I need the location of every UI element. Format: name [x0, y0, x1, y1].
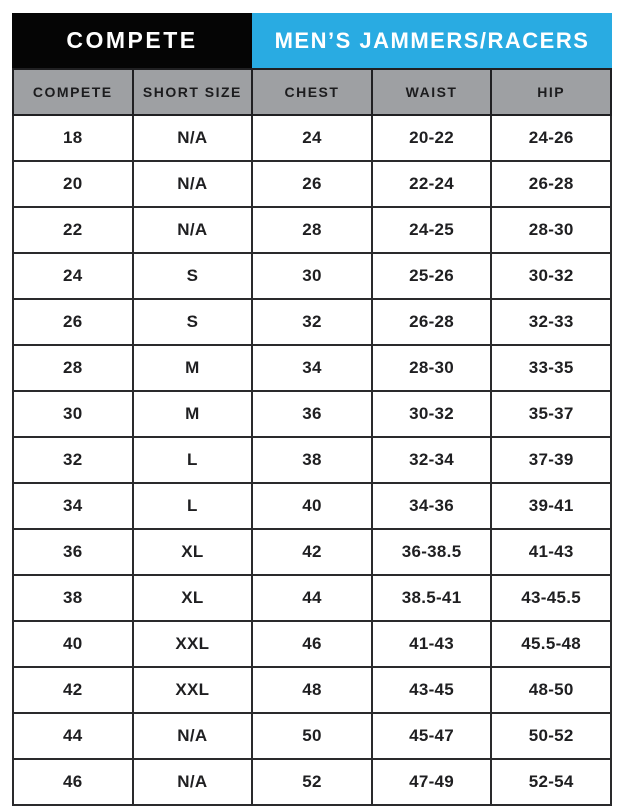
table-cell: 26-28: [491, 161, 611, 207]
table-cell: S: [133, 253, 253, 299]
table-cell: 24: [252, 115, 372, 161]
table-cell: 48: [252, 667, 372, 713]
table-cell: 26: [13, 299, 133, 345]
table-cell: 30: [252, 253, 372, 299]
size-table-body: [13, 115, 611, 805]
table-cell: 38: [13, 575, 133, 621]
table-row: [13, 437, 611, 483]
table-cell: 36: [13, 529, 133, 575]
column-header-row: [13, 69, 611, 115]
table-cell: 25-26: [372, 253, 492, 299]
table-cell: 42: [13, 667, 133, 713]
table-cell: 34: [252, 345, 372, 391]
table-row: [13, 621, 611, 667]
table-cell: 20: [13, 161, 133, 207]
table-cell: 47-49: [372, 759, 492, 805]
table-row: [13, 667, 611, 713]
table-cell: 35-37: [491, 391, 611, 437]
table-cell: 36: [252, 391, 372, 437]
table-cell: 24: [13, 253, 133, 299]
table-cell: 48-50: [491, 667, 611, 713]
table-cell: 45.5-48: [491, 621, 611, 667]
table-cell: 22-24: [372, 161, 492, 207]
brand-header: COMPETE: [12, 13, 252, 68]
table-row: [13, 575, 611, 621]
table-cell: 32: [13, 437, 133, 483]
column-header: COMPETE: [13, 69, 133, 115]
category-header: MEN’S JAMMERS/RACERS: [252, 13, 612, 68]
chart-title-bar: [12, 13, 612, 68]
table-cell: 37-39: [491, 437, 611, 483]
table-cell: 28-30: [491, 207, 611, 253]
table-cell: 32: [252, 299, 372, 345]
table-cell: 24-25: [372, 207, 492, 253]
table-cell: 33-35: [491, 345, 611, 391]
table-cell: L: [133, 483, 253, 529]
table-cell: 26: [252, 161, 372, 207]
table-cell: L: [133, 437, 253, 483]
table-cell: 34-36: [372, 483, 492, 529]
table-cell: 43-45: [372, 667, 492, 713]
table-row: [13, 115, 611, 161]
table-cell: 24-26: [491, 115, 611, 161]
table-cell: 42: [252, 529, 372, 575]
table-cell: 38.5-41: [372, 575, 492, 621]
table-cell: 50: [252, 713, 372, 759]
column-header: SHORT SIZE: [133, 69, 253, 115]
column-header: CHEST: [252, 69, 372, 115]
table-cell: 18: [13, 115, 133, 161]
table-cell: 28: [252, 207, 372, 253]
table-row: [13, 299, 611, 345]
table-cell: 40: [13, 621, 133, 667]
table-cell: 50-52: [491, 713, 611, 759]
table-cell: 20-22: [372, 115, 492, 161]
table-cell: 52: [252, 759, 372, 805]
table-row: [13, 207, 611, 253]
table-cell: XXL: [133, 667, 253, 713]
table-row: [13, 529, 611, 575]
table-cell: N/A: [133, 207, 253, 253]
table-row: [13, 759, 611, 805]
table-cell: 38: [252, 437, 372, 483]
table-cell: 52-54: [491, 759, 611, 805]
table-cell: 28: [13, 345, 133, 391]
table-cell: 28-30: [372, 345, 492, 391]
table-cell: 41-43: [491, 529, 611, 575]
table-cell: 30-32: [372, 391, 492, 437]
table-cell: 30-32: [491, 253, 611, 299]
table-cell: 46: [13, 759, 133, 805]
table-row: [13, 161, 611, 207]
size-chart: [12, 13, 612, 806]
table-cell: 44: [252, 575, 372, 621]
table-cell: 40: [252, 483, 372, 529]
column-header: HIP: [491, 69, 611, 115]
table-cell: M: [133, 391, 253, 437]
table-cell: N/A: [133, 115, 253, 161]
table-cell: 26-28: [372, 299, 492, 345]
table-row: [13, 345, 611, 391]
table-cell: XL: [133, 529, 253, 575]
table-cell: 46: [252, 621, 372, 667]
table-row: [13, 391, 611, 437]
table-row: [13, 713, 611, 759]
table-cell: N/A: [133, 713, 253, 759]
table-cell: N/A: [133, 759, 253, 805]
table-cell: 34: [13, 483, 133, 529]
table-cell: 43-45.5: [491, 575, 611, 621]
table-cell: M: [133, 345, 253, 391]
table-cell: N/A: [133, 161, 253, 207]
table-cell: 22: [13, 207, 133, 253]
table-cell: 41-43: [372, 621, 492, 667]
table-cell: 39-41: [491, 483, 611, 529]
size-table-header: [13, 69, 611, 115]
table-cell: 36-38.5: [372, 529, 492, 575]
column-header: WAIST: [372, 69, 492, 115]
size-table: [12, 68, 612, 806]
table-cell: 32-33: [491, 299, 611, 345]
table-cell: 45-47: [372, 713, 492, 759]
table-cell: XXL: [133, 621, 253, 667]
table-row: [13, 483, 611, 529]
table-cell: S: [133, 299, 253, 345]
table-cell: 30: [13, 391, 133, 437]
table-row: [13, 253, 611, 299]
table-cell: XL: [133, 575, 253, 621]
table-cell: 32-34: [372, 437, 492, 483]
table-cell: 44: [13, 713, 133, 759]
